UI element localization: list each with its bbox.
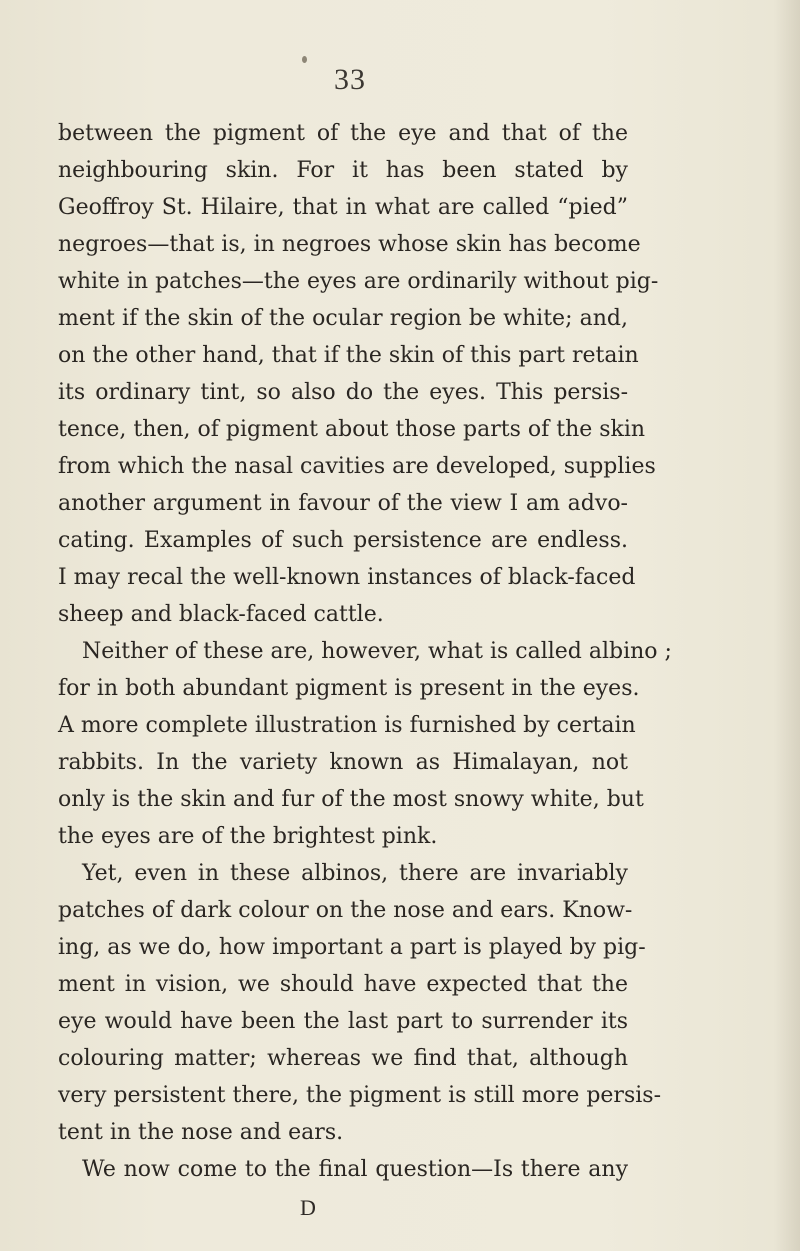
- text-line: from which the nasal cavities are developed, supplies: [58, 454, 656, 479]
- ink-speck: [302, 56, 307, 63]
- text-line: sheep and black-faced cattle.: [58, 602, 384, 627]
- text-line: neighbouring skin. For it has been stated by: [58, 158, 628, 183]
- text-line: eye would have been the last part to surrender its: [58, 1009, 628, 1034]
- page-edge-shadow: [774, 0, 800, 1251]
- text-line: ment in vision, we should have expected that the: [58, 972, 628, 997]
- text-line: very persistent there, the pigment is still more persis-: [58, 1083, 662, 1108]
- page-number: 33: [334, 63, 366, 96]
- text-line: only is the skin and fur of the most snowy white, but: [58, 787, 644, 812]
- text-line: tent in the nose and ears.: [58, 1120, 344, 1145]
- text-line: Neither of these are, however, what is called albino ;: [82, 639, 672, 664]
- signature-mark: D: [300, 1195, 316, 1220]
- text-line: another argument in favour of the view I am advo-: [58, 491, 628, 516]
- text-line: rabbits. In the variety known as Himalayan, not: [58, 750, 628, 775]
- text-line: on the other hand, that if the skin of this part retain: [58, 343, 639, 368]
- text-line: ing, as we do, how important a part is played by pig-: [58, 935, 646, 960]
- text-line: We now come to the final question—Is there any: [82, 1157, 628, 1182]
- text-line: for in both abundant pigment is present in the eyes.: [58, 676, 640, 701]
- text-line: negroes—that is, in negroes whose skin has become: [58, 232, 641, 257]
- text-line: white in patches—the eyes are ordinarily without pig-: [58, 269, 659, 294]
- text-line: I may recal the well-known instances of black-faced: [58, 565, 636, 590]
- text-line: cating. Examples of such persistence are endless.: [58, 528, 628, 553]
- text-line: patches of dark colour on the nose and ears. Know-: [58, 898, 633, 923]
- text-line: tence, then, of pigment about those parts of the skin: [58, 417, 646, 442]
- text-line: colouring matter; whereas we find that, although: [58, 1046, 628, 1071]
- text-line: A more complete illustration is furnished by certain: [58, 713, 636, 738]
- text-line: Yet, even in these albinos, there are invariably: [82, 861, 628, 886]
- text-line: the eyes are of the brightest pink.: [58, 824, 438, 849]
- text-line: its ordinary tint, so also do the eyes. This persis-: [58, 380, 628, 405]
- text-line: ment if the skin of the ocular region be white; and,: [58, 306, 628, 331]
- text-line: Geoffroy St. Hilaire, that in what are called “pied”: [58, 195, 628, 220]
- body-text: [58, 115, 672, 1188]
- text-line: between the pigment of the eye and that of the: [58, 121, 628, 146]
